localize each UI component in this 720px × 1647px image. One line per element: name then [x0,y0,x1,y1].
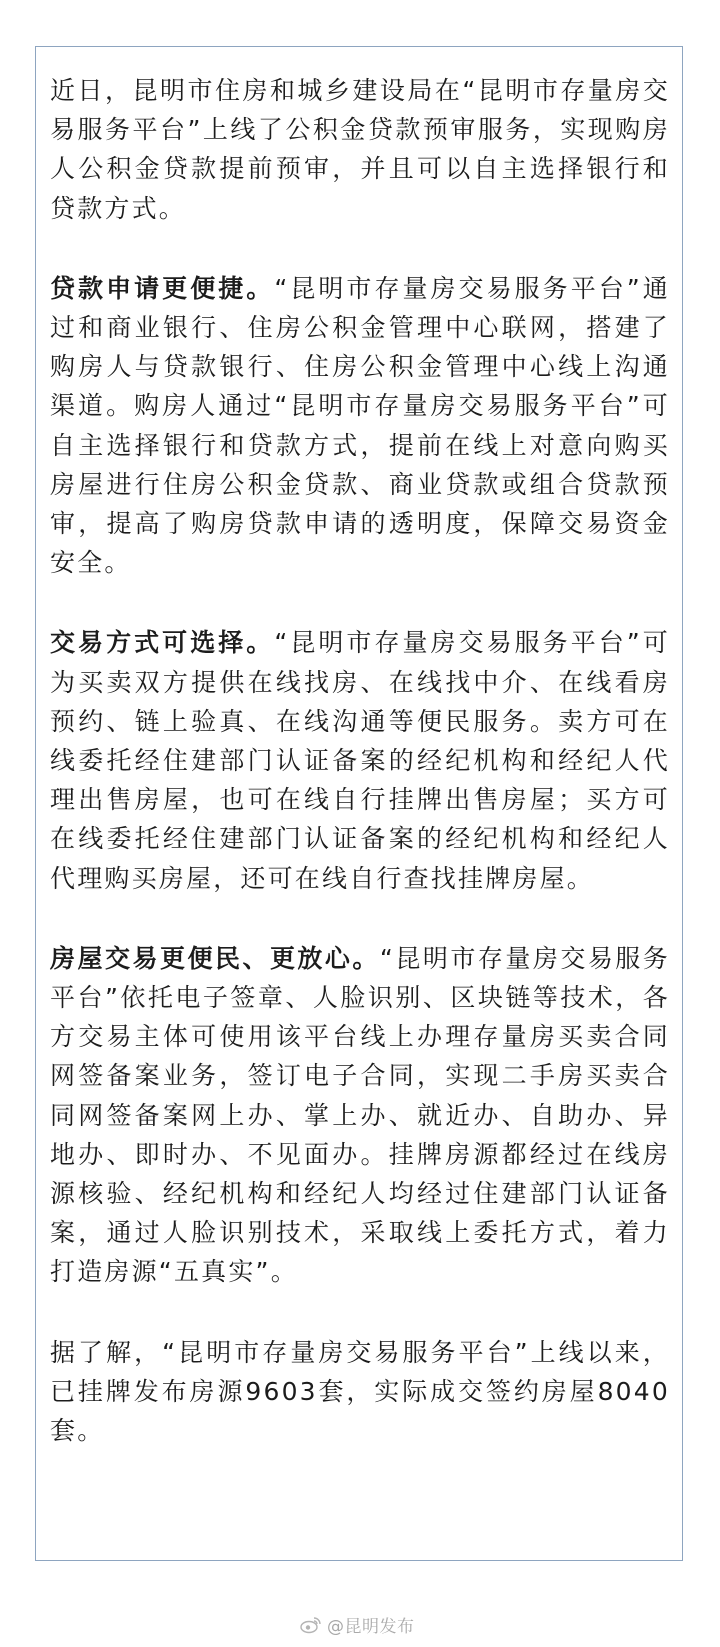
watermark [300,1612,415,1637]
watermark-text: @昆明发布 [327,1617,415,1637]
article-paragraph-convenience [50,939,670,1292]
weibo-icon [300,1616,322,1634]
paragraph-lead: 交易方式可选择。 [50,628,275,658]
paragraph-lead: 贷款申请更便捷。 [50,273,275,303]
article-paragraph-summary [50,1333,670,1451]
paragraph-body: 近日，昆明市住房和城乡建设局在“昆明市存量房交易服务平台”上线了公积金贷款预审服务，实现购房人公积金贷款提前预审，并且可以自主选择银行和贷款方式。 [50,76,670,223]
article-paragraph-intro [50,71,670,228]
paragraph-body: 据了解，“昆明市存量房交易服务平台”上线以来，已挂牌发布房源9603套，实际成交签约房屋8040套。 [50,1337,670,1446]
paragraph-body: “昆明市存量房交易服务平台”可为买卖双方提供在线找房、在线找中介、在线看房预约、链上验真、在线沟通等便民服务。卖方可在线委托经住建部门认证备案的经纪机构和经纪人代理出售房屋，也可在线自行挂牌出售房屋；买方可在线委托经住建部门认证备案的经纪机构和经纪人代理购买房屋，还可在线自行查找挂牌房屋。 [50,628,670,893]
paragraph-body: “昆明市存量房交易服务平台”通过和商业银行、住房公积金管理中心联网，搭建了购房人与贷款银行、住房公积金管理中心线上沟通渠道。购房人通过“昆明市存量房交易服务平台”可自主选择银行和贷款方式，提前在线上对意向购买房屋进行住房公积金贷款、商业贷款或组合贷款预审，提高了购房贷款申请的透明度，保障交易资金安全。 [50,273,670,578]
article-frame [35,46,683,1561]
paragraph-lead: 房屋交易更便民、更放心。 [50,943,380,973]
article-paragraph-trade [50,623,670,897]
article-paragraph-loan [50,269,670,583]
paragraph-body: “昆明市存量房交易服务平台”依托电子签章、人脸识别、区块链等技术，各方交易主体可使用该平台线上办理存量房买卖合同网签备案业务，签订电子合同，实现二手房买卖合同网签备案网上办、掌上办、就近办、自助办、异地办、即时办、不见面办。挂牌房源都经过在线房源核验、经纪机构和经纪人均经过住建部门认证备案，通过人脸识别技术，采取线上委托方式，着力打造房源“五真实”。 [50,943,671,1287]
